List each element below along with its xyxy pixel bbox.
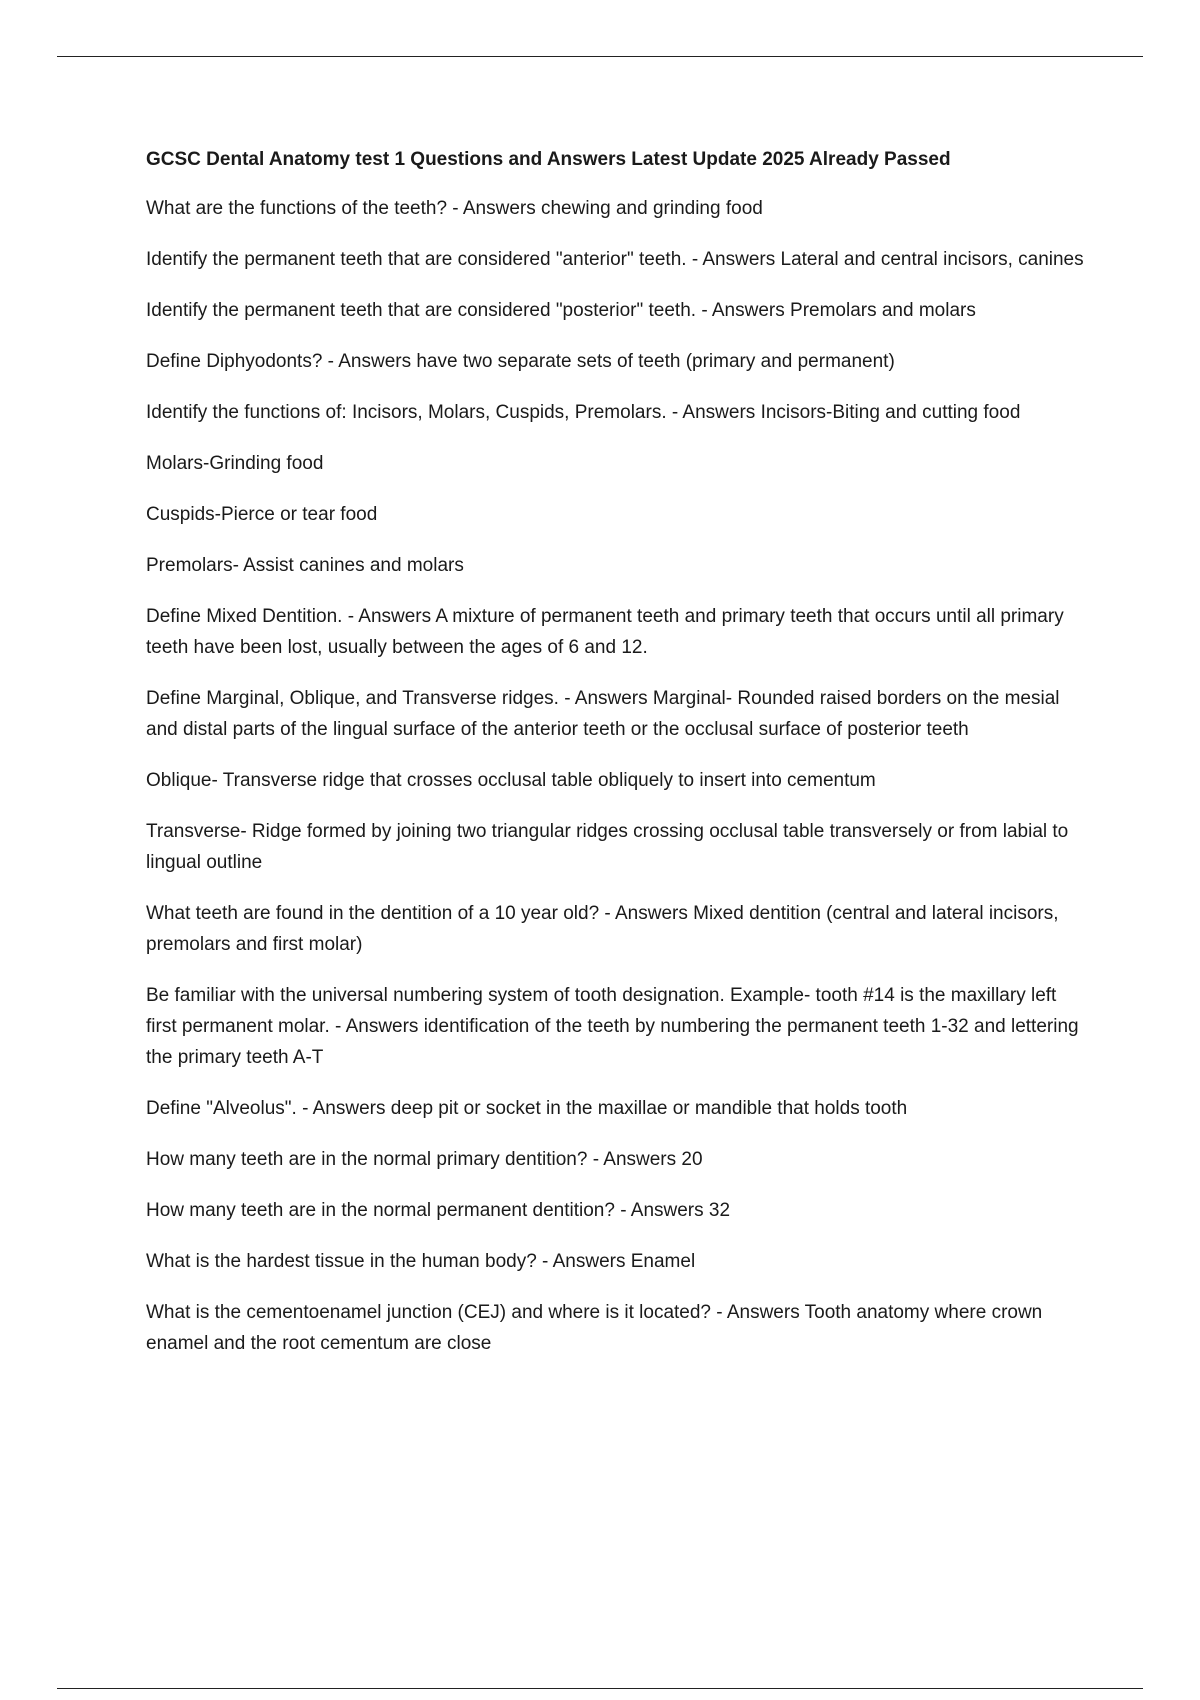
qa-paragraph: What is the cementoenamel junction (CEJ) and where is it located? - Answers Tooth anatomy where crown enamel and the root cementum are close (146, 1302, 1043, 1354)
qa-paragraph: Oblique- Transverse ridge that crosses occlusal table obliquely to insert into cementum (146, 770, 876, 791)
qa-paragraph: Identify the permanent teeth that are considered "anterior" teeth. - Answers Lateral and central incisors, canines (146, 249, 1084, 270)
qa-paragraph: Define Mixed Dentition. - Answers A mixture of permanent teeth and primary teeth that occurs until all primary teeth have been lost, usually between the ages of 6 and 12. (146, 606, 1064, 658)
qa-paragraph: Be familiar with the universal numbering system of tooth designation. Example- tooth #14 is the maxillary left first permanent molar. - Answers identification of the teeth by numbering the permanent teeth 1-32 and lettering the primary teeth A-T (146, 985, 1079, 1068)
qa-paragraph: How many teeth are in the normal primary dentition? - Answers 20 (146, 1149, 703, 1170)
document-body (146, 146, 1086, 1379)
qa-paragraph: What is the hardest tissue in the human body? - Answers Enamel (146, 1251, 696, 1272)
qa-paragraph: Transverse- Ridge formed by joining two triangular ridges crossing occlusal table transversely or from labial to lingual outline (146, 821, 1069, 873)
header-rule (57, 56, 1143, 57)
qa-paragraph: Identify the functions of: Incisors, Molars, Cuspids, Premolars. - Answers Incisors-Biting and cutting food (146, 402, 1021, 423)
document-title: GCSC Dental Anatomy test 1 Questions and Answers Latest Update 2025 Already Passed (146, 149, 951, 170)
qa-paragraph: How many teeth are in the normal permanent dentition? - Answers 32 (146, 1200, 731, 1221)
qa-paragraph: Identify the permanent teeth that are considered "posterior" teeth. - Answers Premolars and molars (146, 300, 976, 321)
qa-paragraph: Define "Alveolus". - Answers deep pit or socket in the maxillae or mandible that holds tooth (146, 1098, 908, 1119)
qa-paragraph: Cuspids-Pierce or tear food (146, 504, 378, 525)
qa-paragraph: Premolars- Assist canines and molars (146, 555, 464, 576)
qa-paragraph: What teeth are found in the dentition of a 10 year old? - Answers Mixed dentition (central and lateral incisors, premolars and first molar) (146, 903, 1059, 955)
qa-paragraph: Define Diphyodonts? - Answers have two separate sets of teeth (primary and permanent) (146, 351, 895, 372)
qa-paragraph: Molars-Grinding food (146, 453, 324, 474)
qa-paragraph: Define Marginal, Oblique, and Transverse ridges. - Answers Marginal- Rounded raised borders on the mesial and distal parts of the lingual surface of the anterior teeth or the occlusal surface of posterior teeth (146, 688, 1060, 740)
qa-paragraph: What are the functions of the teeth? - Answers chewing and grinding food (146, 198, 763, 219)
footer-rule (57, 1688, 1143, 1689)
